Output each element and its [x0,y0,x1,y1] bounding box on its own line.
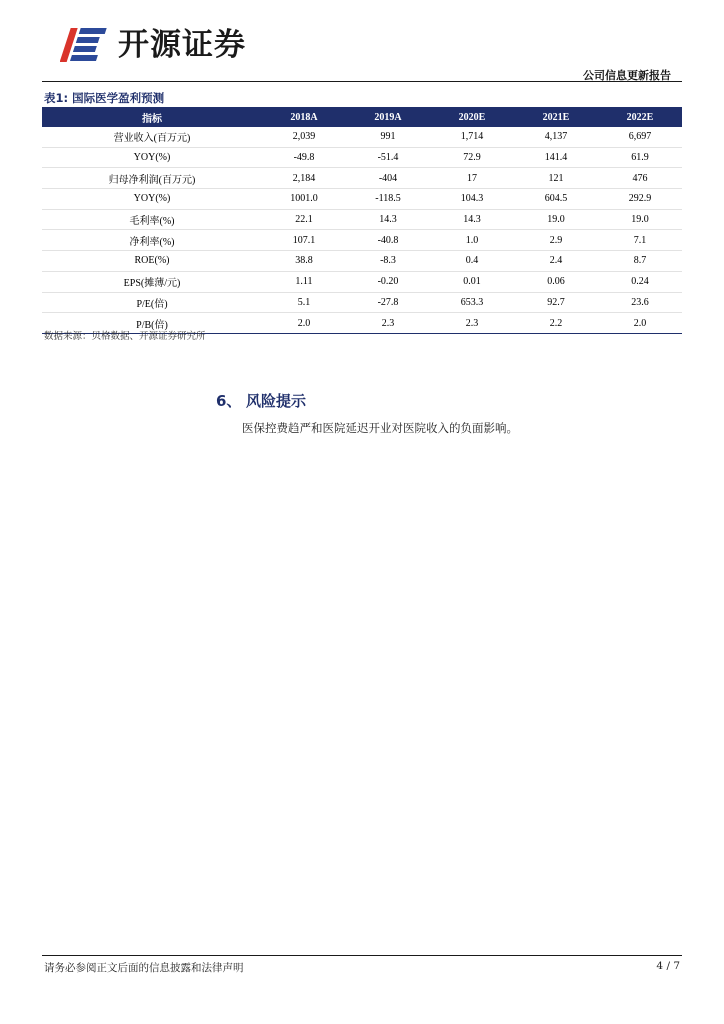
table-cell: -404 [346,168,430,189]
metric-label: YOY(%) [42,147,262,168]
table-cell: 2.3 [430,313,514,334]
table-row [42,209,682,230]
table-cell: 22.1 [262,209,346,230]
header-divider [42,81,682,82]
table-cell: 92.7 [514,292,598,313]
table-cell: -118.5 [346,189,430,210]
table-cell: 604.5 [514,189,598,210]
table-cell: 121 [514,168,598,189]
kaiyuan-logo-icon [60,24,108,66]
column-header: 2022E [598,107,682,127]
table-cell: 14.3 [346,209,430,230]
table-cell: 2.4 [514,251,598,272]
table-cell: -27.8 [346,292,430,313]
table-title: 表1: 国际医学盈利预测 [44,91,165,105]
table-cell: -0.20 [346,271,430,292]
section-title: 风险提示 [246,392,307,410]
table-cell: 23.6 [598,292,682,313]
table-cell: 72.9 [430,147,514,168]
metric-label: ROE(%) [42,251,262,272]
table-cell: 2.0 [262,313,346,334]
column-header: 2021E [514,107,598,127]
column-header: 2019A [346,107,430,127]
table-cell: 2.0 [598,313,682,334]
table-cell: 17 [430,168,514,189]
table-cell: 476 [598,168,682,189]
metric-label: YOY(%) [42,189,262,210]
table-cell: 2.9 [514,230,598,251]
table-row [42,168,682,189]
metric-label: P/E(倍) [42,292,262,313]
section-number: 6、 [216,392,242,410]
data-source: 数据来源：贝格数据、开源证券研究所 [44,331,206,342]
table-cell: 1,714 [430,127,514,147]
table-row [42,271,682,292]
table-cell: -40.8 [346,230,430,251]
metric-label: 归母净利润(百万元) [42,168,262,189]
table-cell: 0.01 [430,271,514,292]
table-cell: 141.4 [514,147,598,168]
column-header: 指标 [42,107,262,127]
table-cell: 2,184 [262,168,346,189]
table-cell: 19.0 [598,209,682,230]
table-cell: 2.2 [514,313,598,334]
table-cell: 38.8 [262,251,346,272]
table-cell: 1.0 [430,230,514,251]
table-header-row [42,107,682,127]
metric-label: 营业收入(百万元) [42,127,262,147]
brand-logo [60,24,246,66]
table-row [42,292,682,313]
table-row [42,127,682,147]
table-cell: 19.0 [514,209,598,230]
table-cell: 14.3 [430,209,514,230]
table-cell: 61.9 [598,147,682,168]
table-cell: 104.3 [430,189,514,210]
footer-divider [42,955,682,956]
table-cell: -51.4 [346,147,430,168]
table-row [42,147,682,168]
table-cell: 5.1 [262,292,346,313]
table-row [42,251,682,272]
table-cell: 107.1 [262,230,346,251]
table-cell: 8.7 [598,251,682,272]
metric-label: P/B(倍) [42,313,262,334]
table-row [42,230,682,251]
table-cell: 292.9 [598,189,682,210]
table-cell: 4,137 [514,127,598,147]
earnings-forecast-table [42,107,682,334]
report-type: 公司信息更新报告 [583,69,671,82]
table-cell: 7.1 [598,230,682,251]
section-body: 医保控费趋严和医院延迟开业对医院收入的负面影响。 [242,421,518,435]
column-header: 2018A [262,107,346,127]
column-header: 2020E [430,107,514,127]
metric-label: EPS(摊薄/元) [42,271,262,292]
table-cell: 2.3 [346,313,430,334]
table-cell: 653.3 [430,292,514,313]
table-cell: 6,697 [598,127,682,147]
table-cell: 0.06 [514,271,598,292]
metric-label: 净利率(%) [42,230,262,251]
table-cell: -8.3 [346,251,430,272]
footer-disclaimer: 请务必参阅正文后面的信息披露和法律声明 [44,962,244,974]
table-row [42,189,682,210]
brand-name: 开源证券 [118,27,246,63]
table-cell: 1.11 [262,271,346,292]
table-cell: 991 [346,127,430,147]
table-cell: 2,039 [262,127,346,147]
section-heading [216,390,306,411]
table-cell: 0.4 [430,251,514,272]
table-cell: 1001.0 [262,189,346,210]
table-cell: 0.24 [598,271,682,292]
table-cell: -49.8 [262,147,346,168]
metric-label: 毛利率(%) [42,209,262,230]
page-number: 4 / 7 [656,960,680,972]
